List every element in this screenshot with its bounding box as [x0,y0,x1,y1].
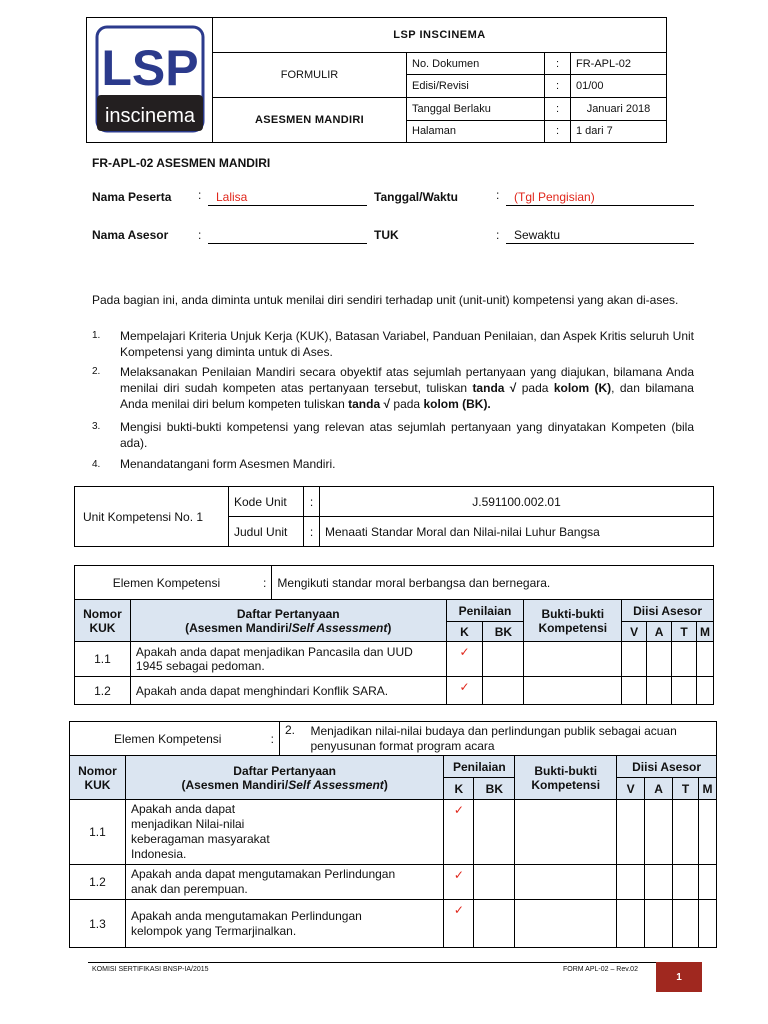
bukti-cell[interactable] [515,800,617,865]
lsp-inscinema-logo [94,25,206,133]
form-title: FR-APL-02 ASESMEN MANDIRI [92,156,271,170]
table-row: 1.2 Apakah anda dapat menghindari Konflik SARA. ✓ [75,677,714,705]
nama-peserta-field[interactable]: Lalisa [208,190,367,206]
elemen-label: Elemen Kompetensi [75,566,258,600]
meta-label: Halaman [407,120,545,142]
bk-cell[interactable] [474,800,515,865]
meta-value: 1 dari 7 [571,120,667,142]
unit-kompetensi-table: Unit Kompetensi No. 1 Kode Unit : J.591100.002.01 Judul Unit : Menaati Standar Moral dan Nilai-nilai Luhur Bangsa [74,486,714,547]
elemen-value: Mengikuti standar moral berbangsa dan bernegara. [272,566,714,600]
bukti-cell[interactable] [515,900,617,948]
bukti-cell[interactable] [524,642,622,677]
logo-text-lsp: LSP [100,39,199,96]
meta-label: Tanggal Berlaku [407,97,545,120]
tuk-label: TUK [374,228,399,242]
nama-asesor-field[interactable] [208,228,367,244]
meta-value: 01/00 [571,75,667,97]
instruction-3: Mengisi bukti-bukti kompetensi yang relevan atas sejumlah pertanyaan yang dinyatakan Kompeten (bila ada). [120,420,694,450]
org-title: LSP INSCINEMA [213,18,667,53]
meta-value: Januari 2018 [571,97,667,120]
table-row: 1.3 Apakah anda mengutamakan Perlindungan kelompok yang Termarjinalkan. ✓ [70,900,717,948]
elemen-value: Menjadikan nilai-nilai budaya dan perlindungan publik sebagai acuan penyusunan format program acara [306,722,717,757]
elemen-label: Elemen Kompetensi [70,722,266,757]
bk-cell[interactable] [483,677,524,705]
footer-divider [88,962,670,963]
tanggal-waktu-field[interactable]: (Tgl Pengisian) [506,190,694,206]
bk-cell[interactable] [474,900,515,948]
bukti-cell[interactable] [515,865,617,900]
page-number-badge: 1 [656,962,702,992]
elemen-2-table: Elemen Kompetensi : 2. Menjadikan nilai-nilai budaya dan perlindungan publik sebagai acuan penyusunan format program acara [69,721,717,757]
check-mark-k[interactable]: ✓ [444,865,474,900]
table-row: 1.2 Apakah anda dapat mengutamakan Perlindungan anak dan perempuan. ✓ [70,865,717,900]
check-mark-k[interactable]: ✓ [446,677,483,705]
assessment-table-1: Nomor KUK Daftar Pertanyaan (Asesmen Mandiri/Self Assessment) Penilaian Bukti-bukti Kompetensi Diisi Asesor K BK V A T M 1.1 Apakah anda dapat menjadikan Pancasila dan UUD 1945 sebagai pedoman. ✓ 1.2 Apakah anda dapat menghindari Konflik SARA. ✓ [74,599,714,705]
meta-label: Edisi/Revisi [407,75,545,97]
check-mark-k[interactable]: ✓ [446,642,483,677]
judul-unit-label: Judul Unit [229,517,304,547]
formulir-label: FORMULIR [213,53,407,97]
bk-cell[interactable] [474,865,515,900]
footer-right: FORM APL-02 – Rev.02 [563,966,638,973]
kode-unit-value: J.591100.002.01 [320,487,714,517]
meta-value: FR-APL-02 [571,53,667,75]
tuk-field[interactable]: Sewaktu [506,228,694,244]
judul-unit-value: Menaati Standar Moral dan Nilai-nilai Luhur Bangsa [320,517,714,547]
instruction-4: Menandatangani form Asesmen Mandiri. [120,457,336,471]
nama-asesor-label: Nama Asesor [92,228,169,242]
footer-left: KOMISI SERTIFIKASI BNSP-IA/2015 [92,966,209,973]
tanggal-waktu-label: Tanggal/Waktu [374,190,458,204]
elemen-1-table: Elemen Kompetensi : Mengikuti standar moral berbangsa dan bernegara. [74,565,714,600]
check-mark-k[interactable]: ✓ [444,800,474,865]
document-header: LSP inscinema LSP INSCINEMA FORMULIR No. Dokumen : FR-APL-02 Edisi/Revisi : 01/00 ASESMEN MANDIRI Tanggal Berlaku : Januari 2018 Halaman : 1 dari 7 [86,17,667,143]
table-row: 1.1 Apakah anda dapat menjadikan Pancasila dan UUD 1945 sebagai pedoman. ✓ [75,642,714,677]
nama-peserta-label: Nama Peserta [92,190,172,204]
kode-unit-label: Kode Unit [229,487,304,517]
unit-label: Unit Kompetensi No. 1 [75,487,229,547]
table-row: 1.1 Apakah anda dapat menjadikan Nilai-nilai keberagaman masyarakat Indonesia. ✓ [70,800,717,865]
check-mark-k[interactable]: ✓ [444,900,474,948]
intro-paragraph: Pada bagian ini, anda diminta untuk menilai diri sendiri terhadap unit (unit-unit) kompetensi yang akan di-ases. [92,293,679,307]
meta-label: No. Dokumen [407,53,545,75]
bukti-cell[interactable] [524,677,622,705]
instruction-1: Mempelajari Kriteria Unjuk Kerja (KUK), Batasan Variabel, Panduan Penilaian, dan Aspek Kritis seluruh Unit Kompetensi yang diminta untuk di Ases. [120,329,694,359]
instruction-2: Melaksanakan Penilaian Mandiri secara obyektif atas sejumlah pertanyaan yang diajukan, bilamana Anda menilai diri sudah kompeten atas pertanyaan tersebut, tuliskan tanda √ pada kolom (K), dan bilamana Anda menilai diri belum kompeten tuliskan tanda √ pada kolom (BK). [120,365,694,411]
logo-text-inscinema: inscinema [104,104,195,127]
assessment-table-2: Nomor KUK Daftar Pertanyaan (Asesmen Mandiri/Self Assessment) Penilaian Bukti-bukti Kompetensi Diisi Asesor K BK V A T M 1.1 Apakah anda dapat menjadikan Nilai-nilai keberagaman masyarakat Indonesia. ✓ 1.2 Apakah anda dapat mengutamakan Perlindungan anak dan perempuan. ✓ 1.3 Apakah anda mengutamakan Perlindungan kelompok yang Termarjinalkan. ✓ [69,755,717,948]
document-name: ASESMEN MANDIRI [213,97,407,142]
logo-cell [87,18,213,143]
bk-cell[interactable] [483,642,524,677]
